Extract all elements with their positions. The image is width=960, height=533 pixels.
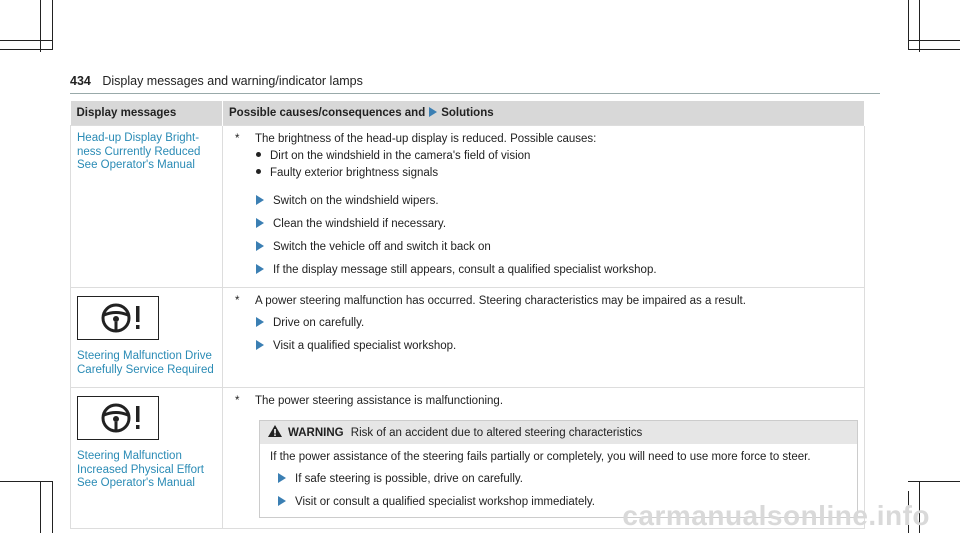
crop-mark [908,481,960,482]
warning-body: If the power assistance of the steering fails partially or completely, you will need to use more force to steer. If safe steering is possible, drive on carefully. Visit or consult a qualified specialist workshop immediately. [270,451,811,508]
solution-step: Switch the vehicle off and switch it back on [273,241,491,253]
crop-mark [52,0,53,50]
table-row [71,288,865,388]
message-cell: Steering Malfunction Increased Physical Effort See Operator's Manual [71,388,223,529]
arrow-icon [429,107,437,117]
running-header [70,74,363,88]
crop-mark [919,0,920,52]
page-number: 434 [70,74,91,88]
header-title: Display messages and warning/indicator lamps [102,74,363,88]
crop-mark [908,40,960,41]
solution-step: Visit or consult a qualified specialist workshop immediately. [295,496,595,508]
cause-cell: * The power steering assistance is malfunctioning. WARNING Risk of an accident due to altered steering characteristics If the power assistance of the steering fails partially or completely, you will need to use more force to steer. If safe steering is possible, drive on carefully. Visit or consult a qualified specialist workshop immediately. [223,388,865,529]
watermark: carmanualsonline.info [622,500,930,531]
crop-mark [52,481,53,533]
list-item: Faulty exterior brightness signals [270,167,439,179]
steering-wheel-warning-icon [77,296,159,340]
solution-step: Clean the windshield if necessary. [273,218,447,230]
crop-mark [908,49,960,50]
bullet-icon [256,169,261,174]
arrow-icon [256,317,264,327]
crop-mark [40,0,41,52]
col-header-causes: Possible causes/consequences and Solutions [223,101,865,126]
crop-mark [0,49,52,50]
arrow-icon [256,195,264,205]
bullet-icon [256,152,261,157]
table-header-row [71,101,865,126]
arrow-icon [256,218,264,228]
message-cell: Head-up Display Bright- ness Currently Reduced See Operator's Manual [71,126,223,288]
cause-text: A power steering malfunction has occurred. Steering characteristics may be impaired as a result. [255,295,746,307]
steering-wheel-warning-icon [77,396,159,440]
warning-triangle-icon [268,425,282,437]
crop-mark [0,40,52,41]
warning-title: Risk of an accident due to altered steering characteristics [350,427,643,439]
message-cell: Steering Malfunction Drive Carefully Service Required [71,288,223,388]
arrow-icon [278,496,286,506]
solution-step: If the display message still appears, consult a qualified specialist workshop. [273,264,657,276]
cause-text: The brightness of the head-up display is reduced. Possible causes: [255,133,597,145]
crop-mark [40,481,41,533]
cause-cell: * A power steering malfunction has occurred. Steering characteristics may be impaired as a result. Drive on carefully. Visit a qualified specialist workshop. [223,288,865,388]
list-item: Dirt on the windshield in the camera's field of vision [270,150,531,162]
crop-mark [908,0,909,50]
crop-mark [0,481,52,482]
display-messages-table [70,101,865,529]
solution-step: Visit a qualified specialist workshop. [273,340,457,352]
table-row [71,126,865,288]
cause-cell: * The brightness of the head-up display is reduced. Possible causes: Dirt on the windshield in the camera's field of vision Faulty exterior brightness signals Switch on the windshield wipers. Clean the windshield if necessary. Switch the vehicle off and switch it back on If the display message still appears, consult a qualified specialist workshop. [223,126,865,288]
col-header-messages: Display messages [71,101,223,126]
arrow-icon [256,241,264,251]
header-rule [70,93,880,94]
cause-text: The power steering assistance is malfunctioning. [255,395,504,407]
warning-label: WARNING [288,427,344,439]
warning-header [260,421,857,444]
arrow-icon [278,473,286,483]
solution-step: Switch on the windshield wipers. [273,195,439,207]
arrow-icon [256,264,264,274]
solution-step: If safe steering is possible, drive on carefully. [295,473,523,485]
solution-step: Drive on carefully. [273,317,365,329]
arrow-icon [256,340,264,350]
